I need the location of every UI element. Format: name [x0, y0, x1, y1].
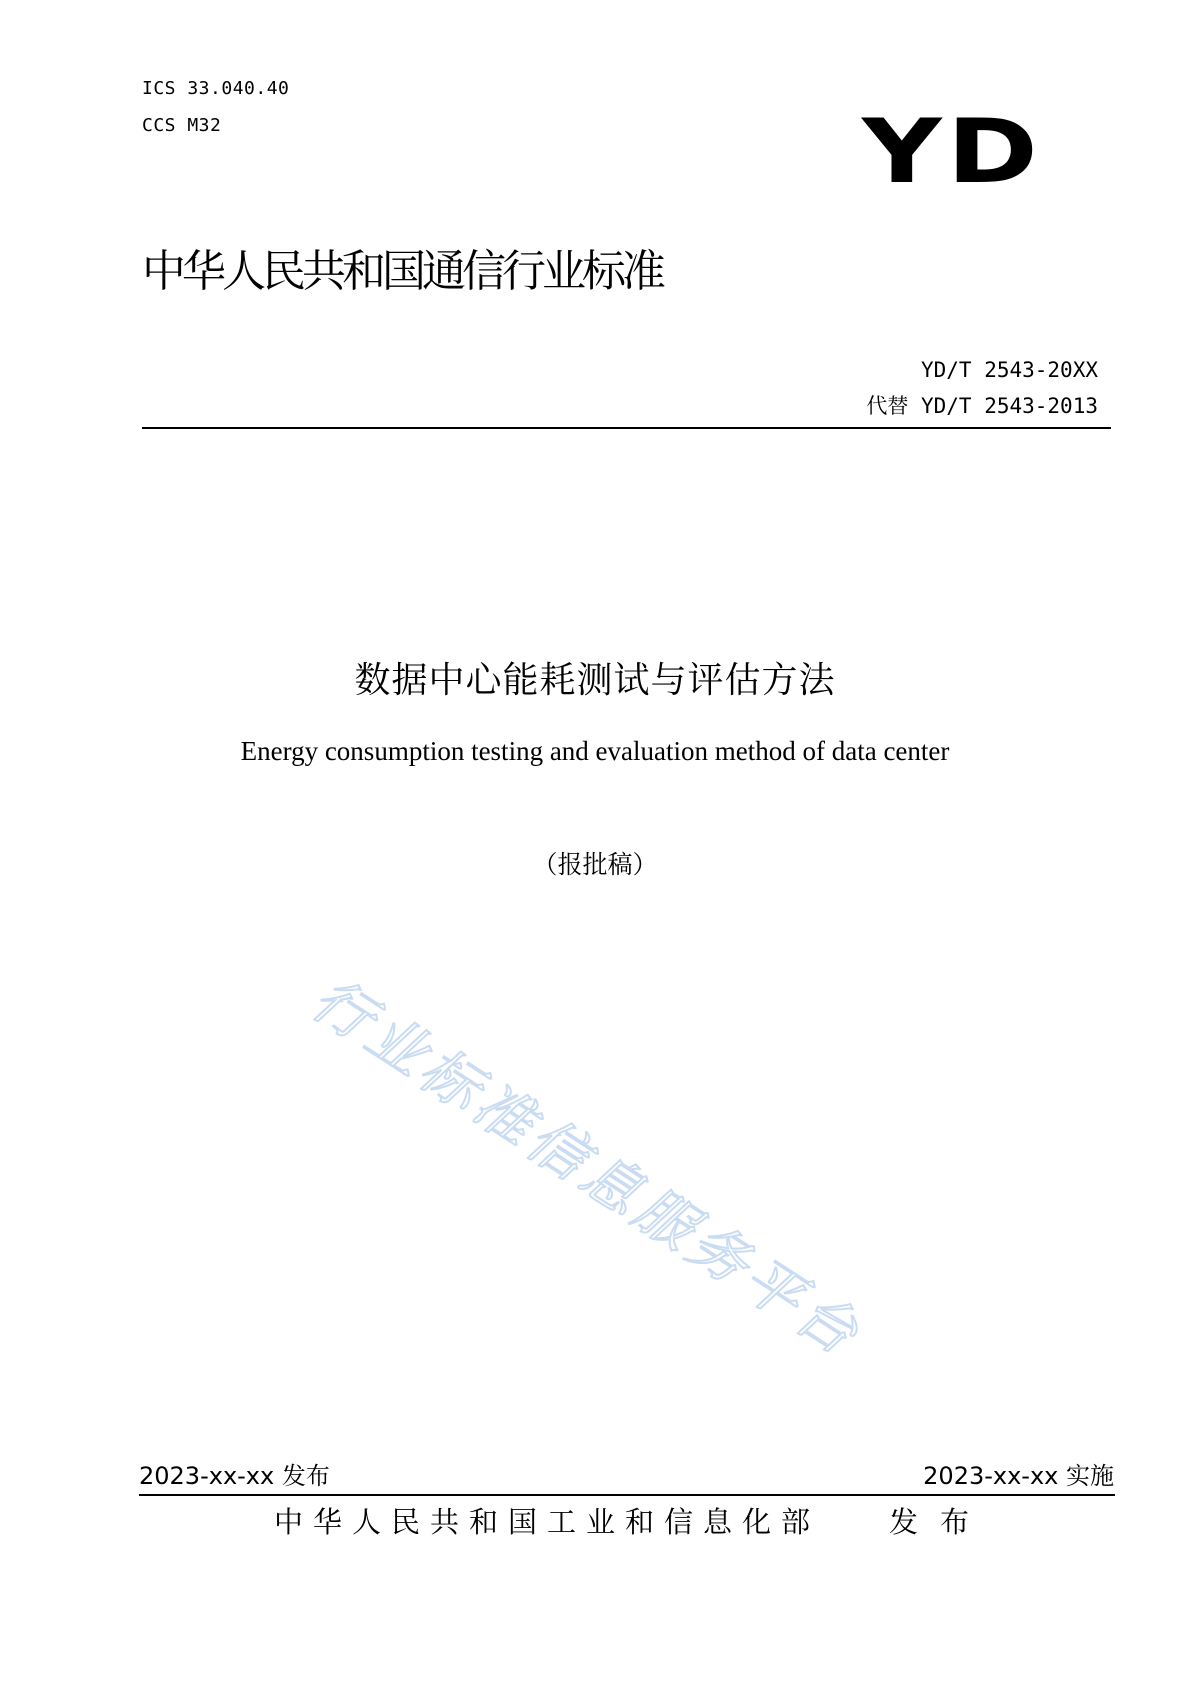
watermark-text: 行业标准信息服务平台 [300, 964, 875, 1371]
standard-number: YD/T 2543-20XX [920, 358, 1098, 382]
ics-code: ICS 33.040.40 [142, 78, 290, 99]
implement-date: 2023-xx-xx 实施 [923, 1462, 1114, 1490]
replaces-standard: 代替 YD/T 2543-2013 [866, 394, 1098, 418]
ccs-code: CCS M32 [142, 115, 222, 136]
issuing-authority: 中华人民共和国工业和信息化部 [274, 1505, 821, 1539]
document-title-zh: 数据中心能耗测试与评估方法 [354, 660, 836, 701]
bottom-divider [139, 1494, 1115, 1496]
issuing-action: 发布 [889, 1505, 992, 1539]
publish-date: 2023-xx-xx 发布 [139, 1462, 330, 1490]
document-title-en: Energy consumption testing and evaluation method of data center [240, 736, 950, 766]
yd-logo: YD [862, 100, 1043, 203]
draft-status: （报批稿） [532, 850, 658, 879]
industry-standard-title: 中华人民共和国通信行业标准 [142, 246, 662, 297]
top-divider [142, 427, 1111, 429]
